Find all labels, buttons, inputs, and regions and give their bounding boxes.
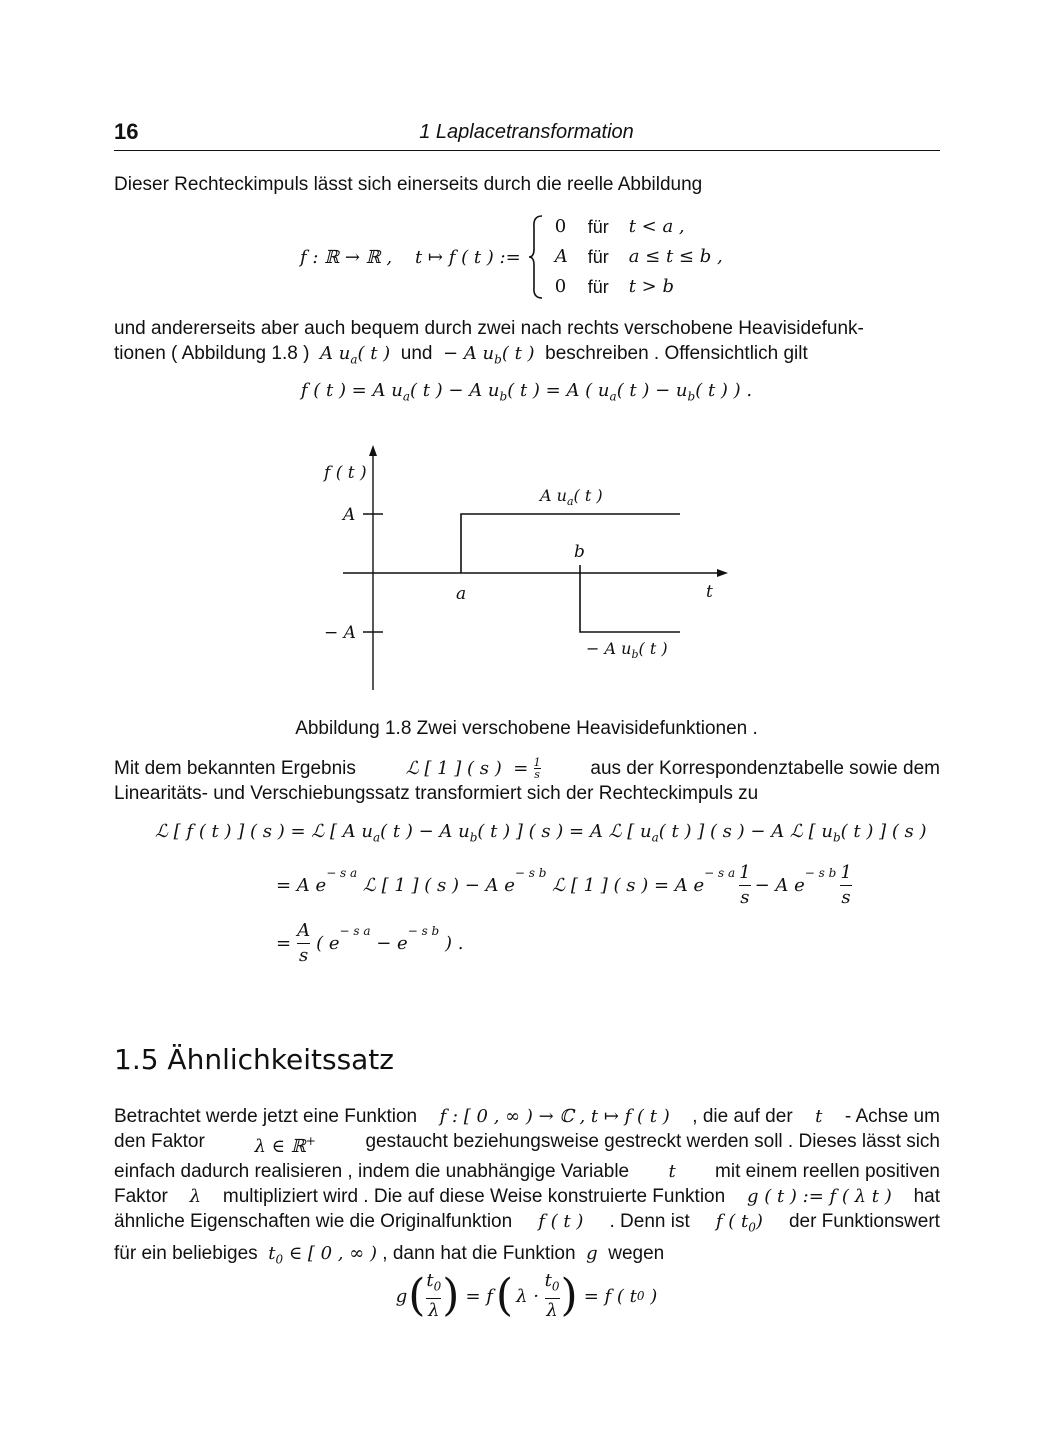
y-axis-arrow-icon [369, 445, 377, 456]
running-title: 1 Laplacetransformation [419, 121, 634, 143]
figure-heaviside [310, 440, 750, 700]
text-run: aus der Korrespondenztabelle sowie dem [590, 758, 940, 779]
equation-lhs: f : ℝ → ℝ , t ↦ f ( t ) := [300, 246, 521, 268]
step-lower [580, 565, 680, 632]
equation-decomposition: f ( t ) = A $u_a$( t ) − A $u_b$( t ) = A ( $u_a$( t ) − $u_b$( t ) ) . [300, 380, 753, 404]
text-run: tionen ( Abbildung 1.8 ) [114, 343, 310, 364]
case-value: 0 [554, 276, 567, 297]
equation-laplace-row2: = A e $^{- s a}$ ℒ [ 1 ] ( s ) − A e $^{- s b}$ ℒ [ 1 ] ( s ) = A e $^{- s a}$ $\frac{1}{s}$ − A e $^{- s b}$ $\frac{1}{s}$ [276, 861, 852, 908]
cases-table [545, 212, 733, 302]
y-axis-label: f ( t ) [324, 463, 367, 483]
equation-similarity: g ( $\frac{t_0}{\lambda}$ ) = f ( λ · $\frac{t_0}{\lambda}$ ) = f ( t 0 ) [395, 1269, 658, 1322]
paragraph-line: Linearitäts- und Verschiebungssatz transformiert sich der Rechteckimpuls zu [114, 783, 759, 804]
case-value: A [554, 246, 568, 267]
text-run: und [400, 343, 433, 364]
label-b: b [574, 542, 585, 562]
label-a: a [456, 584, 467, 604]
equation-piecewise [300, 212, 733, 302]
figure-caption: Abbildung 1.8 Zwei verschobene Heavisidefunktionen . [295, 718, 758, 739]
paragraph-line: Faktor λ multipliziert wird . Die auf diese Weise konstruierte Funktion g ( t ) := f ( λ t ) hat [114, 1186, 940, 1207]
case-word: für [587, 277, 609, 297]
tick-label-A: A [343, 505, 356, 525]
label-upper-step: A $u_a$( t ) [540, 486, 603, 508]
label-t: t [706, 582, 713, 602]
paragraph-line: für ein beliebiges $t_0$ ∈ [ 0 , ∞ ) , dann hat die Funktion g wegen [114, 1242, 665, 1267]
step-upper [461, 514, 680, 573]
paragraph-line: einfach dadurch realisieren , indem die unabhängige Variable t mit einem reellen positiven [114, 1161, 940, 1182]
page-number: 16 [114, 119, 139, 144]
case-row [545, 242, 733, 272]
fraction: $\frac{t_0}{\lambda}$ [544, 1269, 560, 1322]
text-run: Mit dem bekannten Ergebnis [114, 758, 356, 779]
case-word: für [587, 247, 609, 267]
case-word: für [587, 217, 609, 237]
header-rule [114, 150, 940, 151]
paragraph-line: den Faktor λ ∈ ℝ+ gestaucht beziehungsweise gestreckt werden soll . Dieses lässt sich [114, 1131, 940, 1157]
fraction: $\frac{1}{s}$ [533, 756, 541, 781]
brace-icon [527, 213, 545, 301]
tick-label-negA: − A [324, 623, 356, 643]
case-row [545, 212, 733, 242]
x-axis-arrow-icon [717, 569, 728, 577]
case-condition: t < a , [628, 216, 685, 237]
paragraph-intro: Dieser Rechteckimpuls lässt sich einerseits durch die reelle Abbildung [114, 174, 703, 195]
case-condition: a ≤ t ≤ b , [628, 246, 723, 267]
paragraph-transform [114, 756, 940, 806]
fraction: $\frac{t_0}{\lambda}$ [426, 1269, 442, 1322]
paragraph-heaviside [114, 316, 940, 373]
paragraph-line: und andererseits aber auch bequem durch zwei nach rechts verschobene Heavisidefunk- [114, 318, 864, 339]
paragraph-line: Betrachtet werde jetzt eine Funktion f : [ 0 , ∞ ) → ℂ , t ↦ f ( t ) , die auf der t - Achse um [114, 1106, 940, 1127]
math-term: − A $u_b$( t ) [443, 343, 535, 367]
case-condition: t > b [628, 276, 674, 297]
math-term: A $u_a$( t ) [319, 343, 391, 367]
text-run: beschreiben . Offensichtlich gilt [545, 343, 808, 364]
case-value: 0 [554, 216, 567, 237]
fraction: $\frac{1}{s}$ [840, 861, 852, 908]
fraction: $\frac{A}{s}$ [297, 919, 311, 966]
paragraph-line [114, 756, 940, 781]
paragraph-line: ähnliche Eigenschaften wie die Originalfunktion f ( t ) . Denn ist f ( $t_0$) der Funktionswert [114, 1211, 940, 1235]
case-row [545, 272, 733, 302]
paragraph-line [114, 341, 940, 373]
math-term: ℒ [ 1 ] ( s ) = $\frac{1}{s}$ [405, 756, 541, 781]
equation-laplace-row1: ℒ [ f ( t ) ] ( s ) = ℒ [ A $u_a$( t ) − A $u_b$( t ) ] ( s ) = A ℒ [ $u_a$( t ) ] ( s ) − A ℒ [ $u_b$( t ) ] ( s ) [155, 821, 927, 845]
label-lower-step: − A $u_b$( t ) [586, 639, 668, 661]
fraction: $\frac{1}{s}$ [739, 861, 751, 908]
equation-laplace-row3: = $\frac{A}{s}$ ( e $^{- s a}$ − e $^{- s b}$ ) . [276, 919, 464, 966]
section-heading: 1.5 Ähnlichkeitssatz [114, 1043, 394, 1076]
paragraph-similarity [114, 1104, 940, 1272]
